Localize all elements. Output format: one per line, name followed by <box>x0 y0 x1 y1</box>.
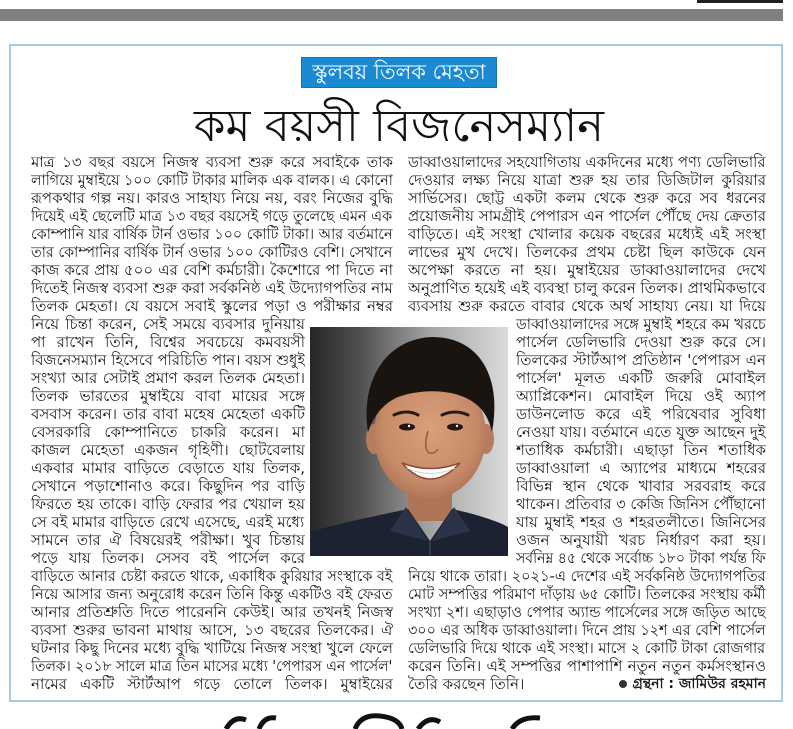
left-column-line: নামের একটি স্টার্টআপ গড়ে তোলে তিলক। মুম্বাইয়ের <box>31 675 393 693</box>
left-column-line: দিতেই নিজস্ব ব্যবসা শুরু করা সর্বকনিষ্ঠ এই উদ্যোগপতির নাম <box>31 279 393 297</box>
left-column-line: রূপকথার গল্প নয়। কারও সাহায্য নিয়ে নয়, বরং নিজের বুদ্ধি <box>31 189 393 207</box>
right-column-line: অপেক্ষা করতে না হয়। মুম্বাইয়ের ডাব্বাওয়ালাদের দেখে <box>408 261 766 279</box>
right-column-line: ওজন অনুযায়ী খরচ নির্ধারণ করা হয়। <box>516 531 766 549</box>
letter-fragment <box>226 719 246 729</box>
article-photo <box>310 327 508 556</box>
left-column-line: লাগিয়ে মুম্বাইয়ে ১০০ কোটি টাকার মালিক এক বালক। এ কোনো <box>31 171 393 189</box>
left-column-line: বসবাস করেন। তার বাবা মহেষ মেহেতা একটি <box>31 405 305 423</box>
author-credit-text: গ্রন্থনা : জামিউর রহমান <box>632 676 766 692</box>
right-column-line: যায় মুম্বাই শহর ও শহরতলীতে। জিনিসের <box>516 513 766 531</box>
right-column-line: সংখ্যা ২শ। এছাড়াও পেপার অ্যান্ড পার্সেলের সঙ্গে জড়িত আছে <box>408 603 766 621</box>
left-column-line: ফিরতে হয় তাকে। বাড়ি ফেরার পর খেয়াল হয় <box>31 495 305 513</box>
right-column-line: তিলকের স্টার্টআপ প্রতিষ্ঠান 'পেপারস এন <box>516 351 766 369</box>
bullet-icon <box>619 680 627 688</box>
right-column-line: করেন তিনি। এই সম্পত্তির পাশাপাশি নতুন নতুন কর্মসংস্থানও <box>408 657 766 675</box>
right-column-line: অনুপ্রাণিত হয়েই এই ব্যবস্থা চালু করেন তিলক। প্রাথমিকভাবে <box>408 279 766 297</box>
left-column-line: সংখ্যা আর সেটাই প্রমাণ করল তিলক মেহতা। <box>31 369 305 387</box>
letter-fragment <box>259 718 276 729</box>
kicker-container <box>20 57 778 88</box>
right-column-line: সার্ভিসের। ছোট্ট একটা কলম থেকে শুরু করে সব ধরনের <box>408 189 766 207</box>
right-column-line: থাকেন। প্রতিবার ৩ কেজি জিনিস পৌঁছানো <box>516 495 766 513</box>
right-column-line: ৩০০ এর অধিক ডাব্বাওয়ালা। দিনে প্রায় ১২শ এর বেশি পার্সেল <box>408 621 766 639</box>
article-headline: কম বয়সী বিজনেসম্যান <box>193 99 605 152</box>
right-column-line: লাভের মুখ দেখে। তিলকের প্রথম চেষ্টা ছিল কাউকে যেন <box>408 243 766 261</box>
left-column-line: তিলক মেহতা। যে বয়সে সবাই স্কুলের পড়া ও পরীক্ষার নম্বর <box>31 297 393 315</box>
left-column-line: আনার প্রতিশ্রুতি দিতে পারেননি কেউই। আর তখনই নিজস্ব <box>31 603 393 621</box>
author-credit <box>619 675 766 693</box>
right-column-line: তৈরি করছেন তিনি। <box>408 675 525 693</box>
left-column-line: তিলক ভারতের মুম্বাইয়ে বাবা মায়ের সঙ্গে <box>31 387 305 405</box>
left-column-line: একবার মামার বাড়িতে বেড়াতে যায় তিলক, <box>31 459 305 477</box>
right-column-line: ডাব্বাওয়ালা এ অ্যাপের মাধ্যমে শহরের <box>516 459 766 477</box>
closing-line-with-credit <box>408 675 766 693</box>
right-column-line: ডেলিভারি দিয়ে থাকে এই সংস্থা। মাসে ২ কোটি টাকা রোজগার <box>408 639 766 657</box>
left-column-line: বাড়িতে আনার চেষ্টা করতে থাকে, একাধিক কুরিয়ার সংস্থাকে বই <box>31 567 393 585</box>
left-column-line: সেখানে পড়াশোনাও করে। কিছুদিন পর বাড়ি <box>31 477 305 495</box>
right-column-line: অ্যাপ্লিকেশন। মোবাইল দিয়ে ওই অ্যাপ <box>516 387 766 405</box>
left-column-line: মাত্র ১৩ বছর বয়সে নিজস্ব ব্যবসা শুরু করে সবাইকে তাক <box>31 153 393 171</box>
left-column-line: কাজল মেহেতা একজন গৃহিণী। ছোটবেলায় <box>31 441 305 459</box>
left-column-line: কাজ করে প্রায় ৫০০ এর বেশি কর্মচারী। কৈশোরে পা দিতে না <box>31 261 393 279</box>
right-column-line: ব্যবসায় শুরু করতে বাবার থেকে অর্থ সাহায্য নেয়। যা দিয়ে <box>408 297 766 315</box>
left-column-line: নিয়ে চিন্তা করেন, সেই সময়ে ব্যবসার দুনিয়ায় <box>31 315 305 333</box>
right-column-line: বাড়িতে। এই সংস্থা খোলার কয়েক বছরের মধ্যেই এই সংস্থা <box>408 225 766 243</box>
page-top-rule <box>0 9 783 21</box>
headline-container <box>20 96 778 156</box>
right-column-line: ডাব্বাওয়ালাদের সহযোগিতায় একদিনের মধ্যে পণ্য ডেলিভারি <box>408 153 766 171</box>
left-column-line: পা রাখেন তিনি, বিশ্বের সবচেয়ে কমবয়সী <box>31 333 305 351</box>
page-corner-rule <box>697 0 783 3</box>
right-column-line: বিভিন্ন স্থান থেকে খাবার সরবরাহ করে <box>516 477 766 495</box>
right-column-line: প্রয়োজনীয় সামগ্রীই পেপারস এন পার্সেল পৌঁছে দেয় ক্রেতার <box>408 207 766 225</box>
right-column-line: পার্সেল ডেলিভারি দেওয়া শুরু করে সে। <box>516 333 766 351</box>
letter-fragment <box>512 718 540 729</box>
right-column-line: ডাব্বাওয়ালাদের সঙ্গে মুম্বাই শহরে কম খরচে <box>516 315 766 333</box>
left-column-line: ঘটনার কিছু দিনের মধ্যে বুদ্ধি খাটিয়ে নিজস্ব সংস্থা খুলে ফেলে <box>31 639 393 657</box>
left-column-line: সে বই মামার বাড়িতে রেখে এসেছে, এরই মধ্যে <box>31 513 305 531</box>
right-column-line: নেওয়া যায়। বর্তমানে এতে যুক্ত আছেন দুই <box>516 423 766 441</box>
left-column-line: সামনে তার ঐ বিষয়েরই পরীক্ষা। খুব চিন্তায় <box>31 531 305 549</box>
left-column-line: ব্যবসা শুরুর ভাবনা মাথায় আসে, ১৩ বছরের তিলকের। ঐ <box>31 621 393 639</box>
right-column-line: সর্বনিম্ন ৪৫ থেকে সর্বোচ্চ ১৮০ টাকা পর্যন্ত ফি <box>516 549 766 567</box>
letter-fragment <box>355 716 402 729</box>
left-column-line: তিলক। ২০১৮ সালে মাত্র তিন মাসের মধ্যে 'পেপারস এন পার্সেল' <box>31 657 393 675</box>
letter-fragment <box>418 720 440 729</box>
left-column-line: পড়ে যায় তিলক। সেসব বই পার্সেল করে <box>31 549 305 567</box>
right-column-line: শতাধিক কর্মচারী। এছাড়া তিন শতাধিক <box>516 441 766 459</box>
left-column-line: দিয়েই এই ছেলেটি মাত্র ১৩ বছর বয়সেই গড়ে তুলেছে এমন এক <box>31 207 393 225</box>
left-column-line: কোম্পানি যার বার্ষিক টার্ন ওভার ১০০ কোটি টাকা। আর বর্তমানে <box>31 225 393 243</box>
left-column-line: তার কোম্পানির বার্ষিক টার্ন ওভার ১০০ কোটিরও বেশি। সেখানে <box>31 243 393 261</box>
right-column-line: পার্সেল' মূলত একটি জরুরি মোবাইল <box>516 369 766 387</box>
left-column-line: বেসরকারি কোম্পানিতে চাকরি করেন। মা <box>31 423 305 441</box>
left-column-line: নিয়ে আসার জন্য অনুরোধ করেন তিনি কিন্তু একটিও বই ফেরত <box>31 585 393 603</box>
right-column-line: দেওয়ার লক্ষ্য নিয়ে যাত্রা শুরু হয় তার ডিজিটাল কুরিয়ার <box>408 171 766 189</box>
next-article-headline-fragment <box>0 705 793 729</box>
right-column-line: নিয়ে থাকে তারা। ২০২১-এ দেশের এই সর্বকনিষ্ঠ উদ্যোগপতির <box>408 567 766 585</box>
left-column-line: বিজনেসম্যান হিসেবে পরিচিতি পান। বয়স শুধুই <box>31 351 305 369</box>
article-kicker: স্কুলবয় তিলক মেহতা <box>301 57 496 88</box>
right-column-line: ডাউনলোড করে এই পরিষেবার সুবিধা <box>516 405 766 423</box>
right-column-line: মোট সম্পত্তির পরিমাণ দাঁড়ায় ৬৫ কোটি। তিলকের সংস্থায় কর্মী <box>408 585 766 603</box>
